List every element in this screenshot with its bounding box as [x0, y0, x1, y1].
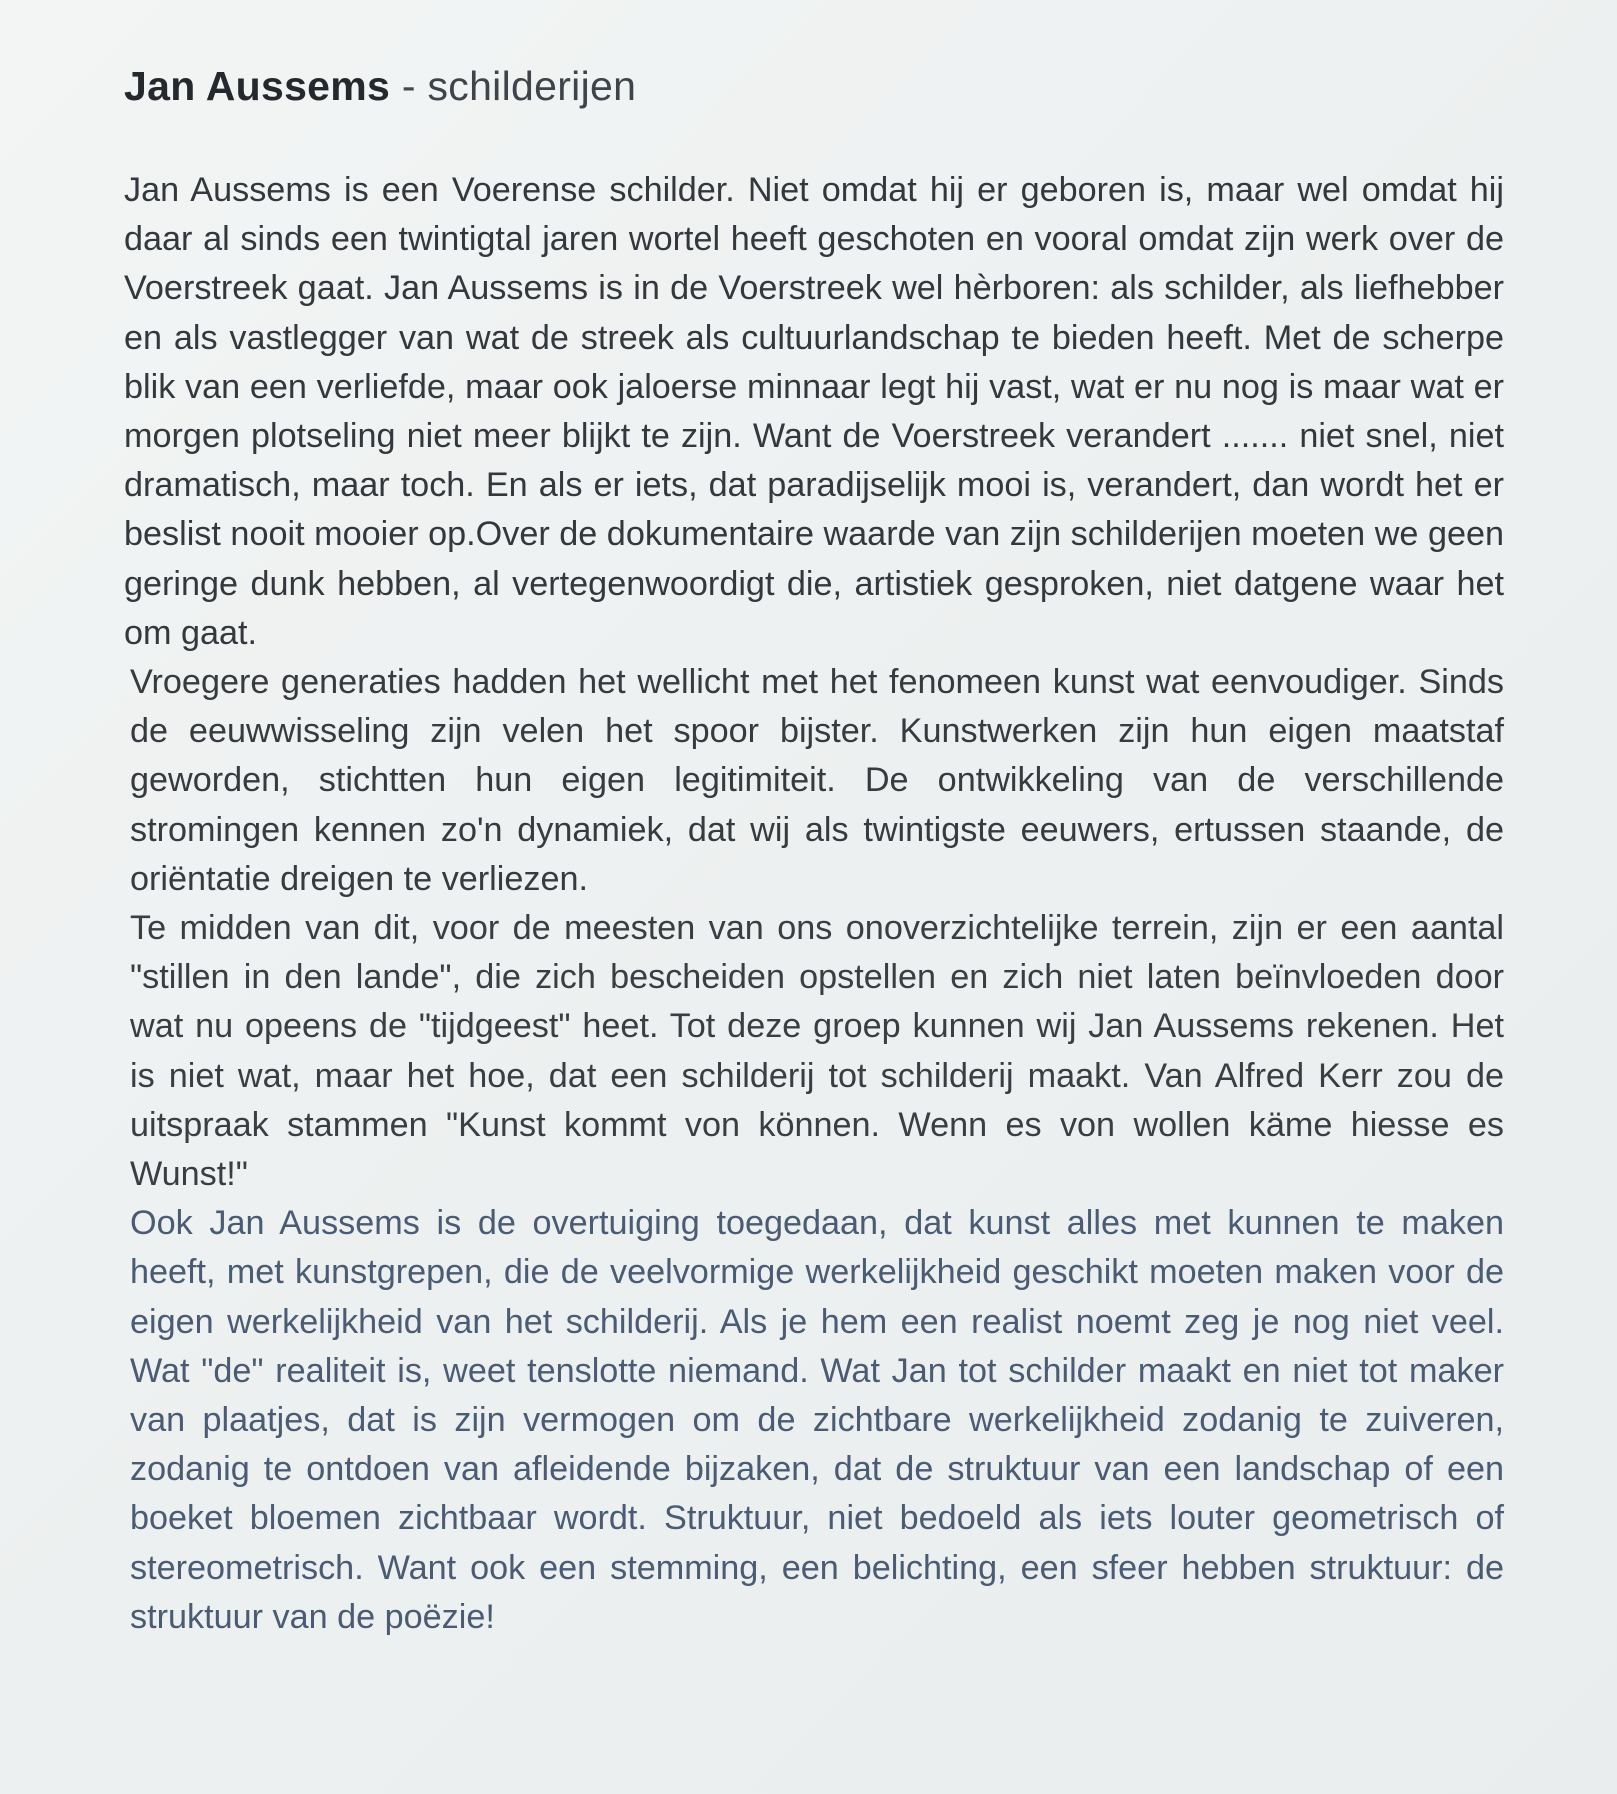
- paragraph-generations: Vroegere generaties hadden het wellicht met het fenomeen kunst wat eenvoudiger. Sinds de eeuwwisseling zijn velen het spoor bijster. Kunstwerken zijn hun eigen maatstaf geworden, stichtten hun eigen legitimiteit. De ontwikkeling van de verschillende stromingen kennen zo'n dynamiek, dat wij als twintigste eeuwers, ertussen staande, de oriëntatie dreigen te verliezen.: [130, 663, 1504, 898]
- article-body: [124, 166, 1504, 1642]
- paragraph-stillen-in-den-lande: Te midden van dit, voor de meesten van ons onoverzichtelijke terrein, zijn er een aantal "stillen in den lande", die zich bescheiden opstellen en zich niet laten beïnvloeden door wat nu opeens de "tijdgeest" heet. Tot deze groep kunnen wij Jan Aussems rekenen. Het is niet wat, maar het hoe, dat een schilderij tot schilderij maakt. Van Alfred Kerr zou de uitspraak stammen "Kunst kommt von können. Wenn es von wollen käme hiesse es Wunst!": [130, 909, 1504, 1194]
- page-title: [124, 60, 636, 112]
- artist-name: Jan Aussems: [124, 63, 391, 109]
- paragraph-intro: Jan Aussems is een Voerense schilder. Niet omdat hij er geboren is, maar wel omdat hij daar al sinds een twintigtal jaren wortel heeft geschoten en vooral omdat zijn werk over de Voerstreek gaat. Jan Aussems is in de Voerstreek wel hèrboren: als schilder, als liefhebber en als vastlegger van wat de streek als cultuurlandschap te bieden heeft. Met de scherpe blik van een verliefde, maar ook jaloerse minnaar legt hij vast, wat er nu nog is maar wat er morgen plotseling niet meer blijkt te zijn. Want de Voerstreek verandert ....... niet snel, niet dramatisch, maar toch. En als er iets, dat paradijselijk mooi is, verandert, dan wordt het er beslist nooit mooier op.Over de dokumentaire waarde van zijn schilderijen moeten we geen geringe dunk hebben, al vertegenwoordigt die, artistiek gesproken, niet datgene waar het om gaat.: [124, 171, 1504, 652]
- title-subtitle: schilderijen: [427, 63, 637, 109]
- title-separator: -: [390, 63, 428, 109]
- paragraph-struktuur: Ook Jan Aussems is de overtuiging toegedaan, dat kunst alles met kunnen te maken heeft, met kunstgrepen, die de veelvormige werkelijkheid geschikt moeten maken voor de eigen werkelijkheid van het schilderij. Als je hem een realist noemt zeg je nog niet veel. Wat "de" realiteit is, weet tenslotte niemand. Wat Jan tot schilder maakt en niet tot maker van plaatjes, dat is zijn vermogen om de zichtbare werkelijkheid zodanig te zuiveren, zodanig te ontdoen van afleidende bijzaken, dat de struktuur van een landschap of een boeket bloemen zichtbaar wordt. Struktuur, niet bedoeld als iets louter geometrisch of stereometrisch. Want ook een stemming, een belichting, een sfeer hebben struktuur: de struktuur van de poëzie!: [130, 1204, 1504, 1636]
